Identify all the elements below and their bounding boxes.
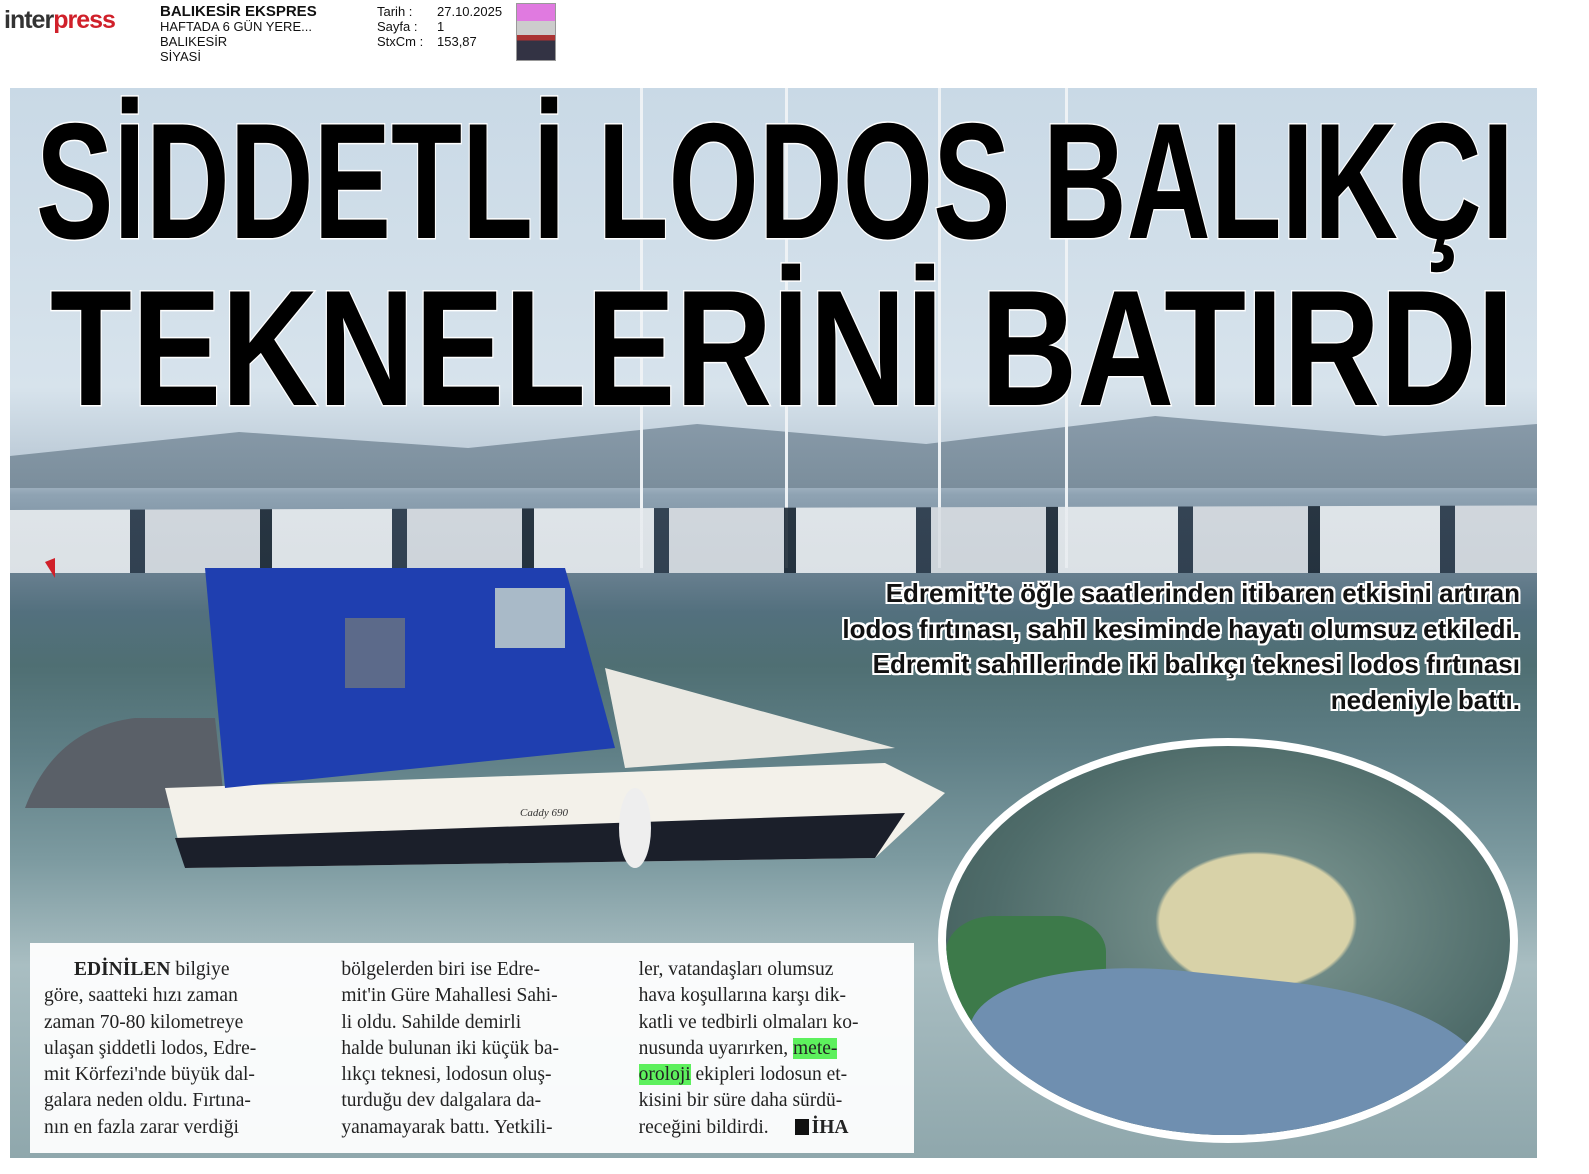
publication-name: BALIKESİR EKSPRES (160, 3, 317, 20)
body-text: bilgiye göre, saatteki hızı zaman zaman 70-80 kilometreye ulaşan şiddetli lodos, Edre- mit Körfezi'nde büyük dal- galara neden oldu. Fırtına- nın en fazla zarar verdiği (44, 959, 257, 1138)
page-value: 1 (437, 19, 445, 34)
highlighted-text: mete- (793, 1037, 838, 1059)
headline-line-2: TEKNELERİNİ BATIRDI (50, 256, 1514, 430)
body-lead-in: EDİNİLEN (74, 959, 171, 980)
stxcm-value: 153,87 (437, 34, 477, 49)
sunken-boat-inset-photo (938, 738, 1518, 1143)
logo-text: inter (4, 6, 54, 34)
blue-tarp (957, 949, 1495, 1143)
article-body (30, 943, 914, 1153)
stxcm-label: StxCm : (377, 34, 424, 49)
publication-frequency: HAFTADA 6 GÜN YERE... (160, 19, 312, 34)
page-label: Sayfa : (377, 19, 418, 34)
publication-section: SİYASİ (160, 49, 201, 64)
body-column-3 (639, 957, 900, 1153)
headline (0, 0, 1589, 430)
motor-boat (25, 558, 955, 878)
square-bullet-icon (795, 1119, 809, 1135)
publication-city: BALIKESİR (160, 34, 228, 49)
date-label: Tarih : (377, 4, 413, 19)
date-value: 27.10.2025 (437, 4, 503, 19)
headline-line-1: SİDDETLİ LODOS BALIKÇI (36, 89, 1514, 273)
body-column-1 (44, 957, 305, 1153)
highlighted-text: oroloji (638, 1064, 691, 1086)
body-text: ler, vatandaşları olumsuz hava koşullarına karşı dik- katli ve tedbirli olmaları ko- nusunda uyarırken, (638, 959, 859, 1059)
news-source: İHA (811, 1116, 849, 1138)
article-lead: Edremit’te öğle saatlerinden itibaren etkisini artıran lodos fırtınası, sahil kesiminde hayatı olumsuz etkiledi. Edremit sahillerinde iki balıkçı teknesi lodos fırtınası nedeniyle battı. (842, 578, 1520, 715)
body-text: ekipleri lodosun et- kisini bir süre daha sürdü- receğini bildirdi. (638, 1064, 848, 1138)
logo-text-red: press (53, 6, 115, 34)
boat-name: Caddy 690 (520, 807, 568, 819)
body-column-2: bölgelerden biri ise Edre- mit'in Güre Mahallesi Sahi- li oldu. Sahilde demirli halde bulunan iki küçük ba- lıkçı teknesi, lodosun oluş- turduğu dev dalgalara da- yanamayarak battı. Yetkili- (341, 959, 560, 1138)
